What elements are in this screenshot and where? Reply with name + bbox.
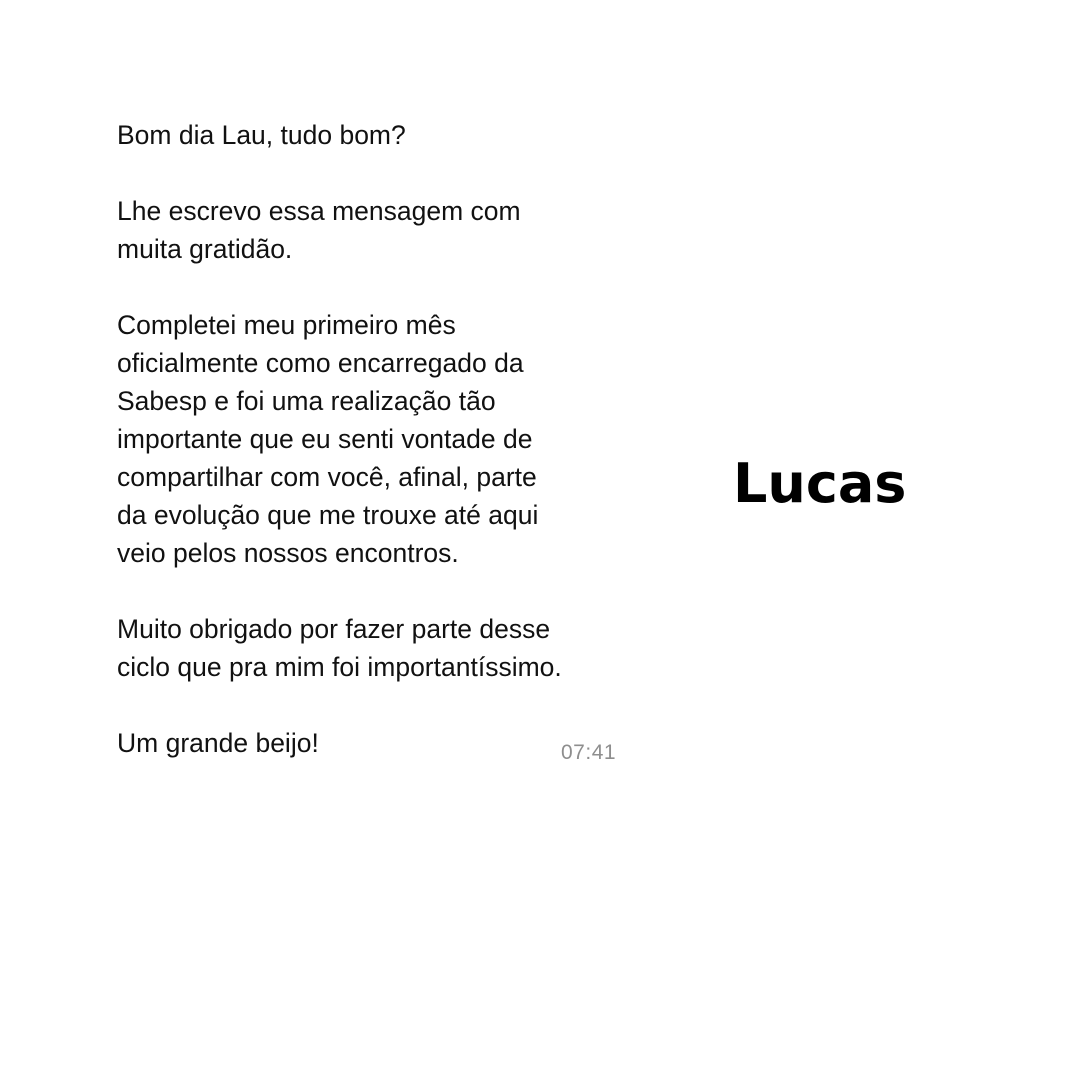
message-paragraph-greeting: Bom dia Lau, tudo bom? [117, 120, 406, 150]
sender-name: Lucas [733, 452, 907, 515]
message-paragraph-gratitude: Lhe escrevo essa mensagem com muita gratidão. [117, 196, 521, 264]
message-timestamp: 07:41 [561, 741, 617, 764]
message-paragraph-thanks: Muito obrigado por fazer parte desse ciclo que pra mim foi importantíssimo. [117, 614, 562, 682]
message-text [117, 116, 627, 762]
message-bubble[interactable] [117, 116, 627, 776]
message-paragraph-closing: Um grande beijo! [117, 728, 319, 758]
message-paragraph-achievement: Completei meu primeiro mês oficialmente como encarregado da Sabesp e foi uma realização tão importante que eu senti vontade de compartilhar com você, afinal, parte da evolução que me trouxe até aqui veio pelos nossos encontros. [117, 310, 539, 568]
